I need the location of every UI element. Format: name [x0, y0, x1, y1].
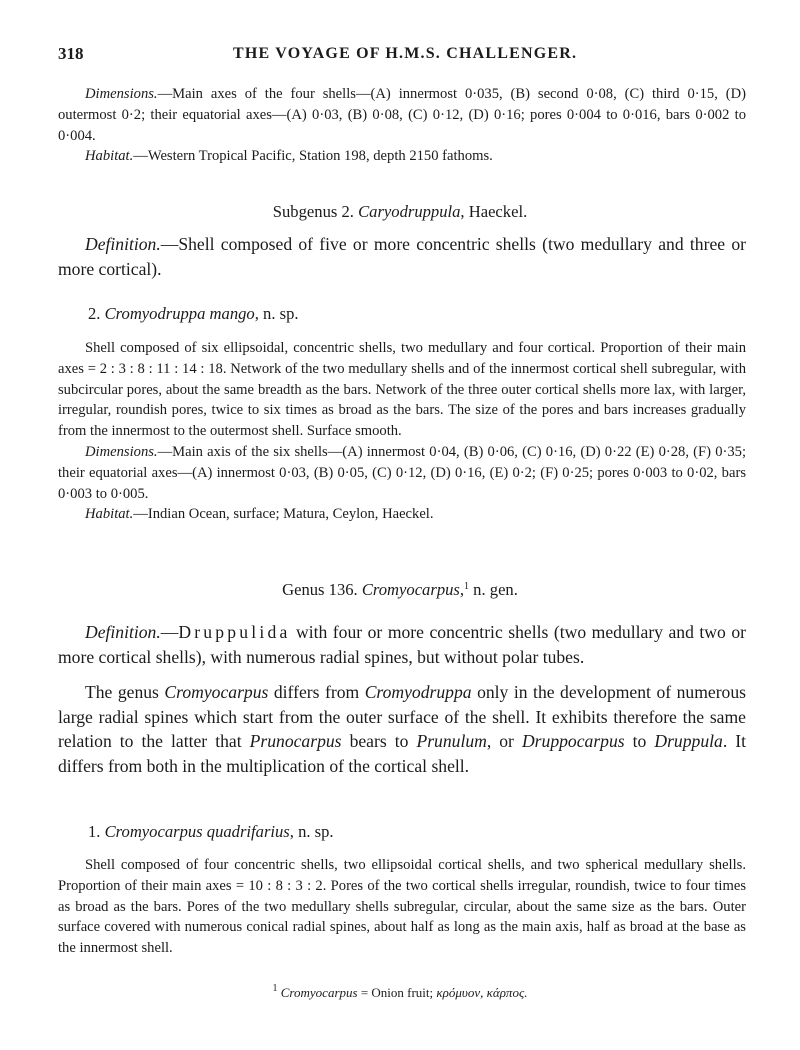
genus-prefix: Genus 136.	[282, 580, 358, 599]
genus-name: Cromyocarpus	[361, 580, 460, 599]
genus-discussion-paragraph	[58, 680, 746, 778]
dimensions-paragraph	[58, 84, 746, 146]
genus-definition-text: with four or more concentric shells (two medullary and two or more cortical shells), with numerous radial spines, but without polar tubes.	[58, 622, 746, 667]
genus-definition-paragraph: Definition.—Druppulida with four or more concentric shells (two medullary and two or more cortical shells), with numerous radial spines, but without polar tubes.	[58, 622, 746, 667]
species-suffix: , n. sp.	[254, 304, 299, 323]
species-quadrifarius-block	[58, 855, 746, 959]
dimensions-label: Dimensions.	[85, 443, 158, 460]
species-suffix: , n. sp.	[289, 822, 334, 841]
species-name: Cromyodruppa mango	[104, 304, 255, 323]
footnote-text: = Onion fruit;	[357, 985, 437, 1000]
page-number: 318	[58, 44, 84, 63]
dimensions-text: —Main axes of the four shells—(A) innermost 0·035, (B) second 0·08, (C) third 0·15, (D) outermost 0·2; their equatorial axes—(A) 0·03, (B) 0·08, (C) 0·12, (D) 0·16; pores 0·004 to 0·016, bars 0·002 to 0·004.	[58, 86, 746, 144]
species-mango-block	[58, 338, 746, 525]
genus-reference: Prunulum	[416, 731, 487, 751]
genus-definition-label: Definition.	[85, 622, 161, 642]
species-name: Cromyocarpus quadrifarius	[104, 822, 290, 841]
previous-species-block	[58, 84, 746, 167]
footnote-mark: 1	[272, 983, 278, 994]
dimensions-text: —Main axis of the six shells—(A) innermost 0·04, (B) 0·06, (C) 0·16, (D) 0·22 (E) 0·28, (F) 0·35; their equatorial axes—(A) innermost 0·03, (B) 0·05, (C) 0·12, (D) 0·16, (E) 0·2; (F) 0·25; pores 0·003 to 0·02, bars 0·003 to 0·005.	[58, 443, 746, 502]
subgenus-definition-paragraph	[58, 232, 746, 281]
footnote	[0, 985, 800, 1001]
species-heading-mango	[88, 304, 299, 324]
species-habitat	[58, 504, 746, 525]
footnote-reference: 1	[464, 581, 470, 592]
subgenus-prefix: Subgenus 2.	[272, 202, 354, 221]
running-title: THE VOYAGE OF H.M.S. CHALLENGER.	[233, 45, 578, 62]
dimensions-label: Dimensions.	[85, 86, 158, 102]
genus-reference: Cromyocarpus	[164, 682, 269, 702]
habitat-text: —Western Tropical Pacific, Station 198, depth 2150 fathoms.	[133, 148, 493, 165]
habitat-paragraph	[58, 146, 746, 167]
discussion-run: differs from	[268, 682, 365, 702]
subgenus-author: , Haeckel.	[460, 202, 528, 221]
genus-reference: Prunocarpus	[249, 731, 342, 751]
footnote-term: Cromyocarpus	[280, 985, 358, 1000]
species-number: 2.	[88, 304, 101, 323]
footnote-greek: κρόμυον, κάρπος.	[436, 985, 528, 1000]
habitat-label: Habitat.	[85, 148, 134, 165]
genus-reference: Cromyodruppa	[364, 682, 472, 702]
genus-reference: Druppula	[654, 731, 723, 751]
species-heading-quadrifarius	[88, 822, 334, 842]
subgenus-definition-text: —Shell composed of five or more concentric shells (two medullary and three or more cortical).	[58, 234, 746, 279]
genus-reference: Druppocarpus	[521, 731, 625, 751]
discussion-run: The genus	[85, 682, 165, 702]
subgenus-definition	[58, 232, 746, 281]
subgenus-definition-label: Definition.	[85, 234, 161, 254]
discussion-run: . It differs from both in the multiplication of the cortical shell.	[58, 731, 746, 776]
habitat-text: —Indian Ocean, surface; Matura, Ceylon, Haeckel.	[133, 506, 434, 523]
genus-definition-word: Druppulida	[178, 622, 291, 642]
discussion-run: , or	[486, 731, 522, 751]
species-number: 1.	[88, 822, 101, 841]
subgenus-heading	[0, 202, 800, 222]
species-description: Shell composed of four concentric shells, two ellipsoidal cortical shells, and two spherical medullary shells. Proportion of their main axes = 10 : 8 : 3 : 2. Pores of the two cortical shells irregular, roundish, twice to four times as broad as the bars. Pores of the two medullary shells subregular, circular, about the same size as the bars. Outer surface covered with numerous conical radial spines, about half as long as the main axis, half as broad at the base as the innermost shell.	[58, 857, 746, 957]
discussion-run: only in the development of numerous large radial spines which start from the outer surface of the shell. It exhibits therefore the same relation to the latter that	[58, 682, 746, 751]
running-header	[58, 44, 748, 66]
genus-discussion	[58, 680, 746, 778]
subgenus-name: Caryodruppula	[358, 202, 461, 221]
discussion-run: to	[624, 731, 655, 751]
genus-heading: Genus 136. Cromyocarpus,$^1$ n. gen.	[282, 580, 518, 599]
species-description: Shell composed of six ellipsoidal, concentric shells, two medullary and four cortical. Proportion of their main axes = 2 : 3 : 8 : 11 : 14 : 18. Network of the two medullary shells and of the innermost cortical shell subregular, with subcircular pores, about the same breadth as the bars. Network of the three outer cortical shells more lax, with larger, irregular, roundish pores, twice to six times as broad as the bars. The size of the pores and bars increases gradually from the innermost to the outermost shell. Surface smooth.	[58, 340, 746, 440]
genus-suffix: n. gen.	[469, 580, 518, 599]
genus-definition	[58, 620, 746, 669]
discussion-run: bears to	[341, 731, 417, 751]
habitat-label: Habitat.	[85, 506, 134, 523]
species-dimensions	[58, 442, 746, 504]
